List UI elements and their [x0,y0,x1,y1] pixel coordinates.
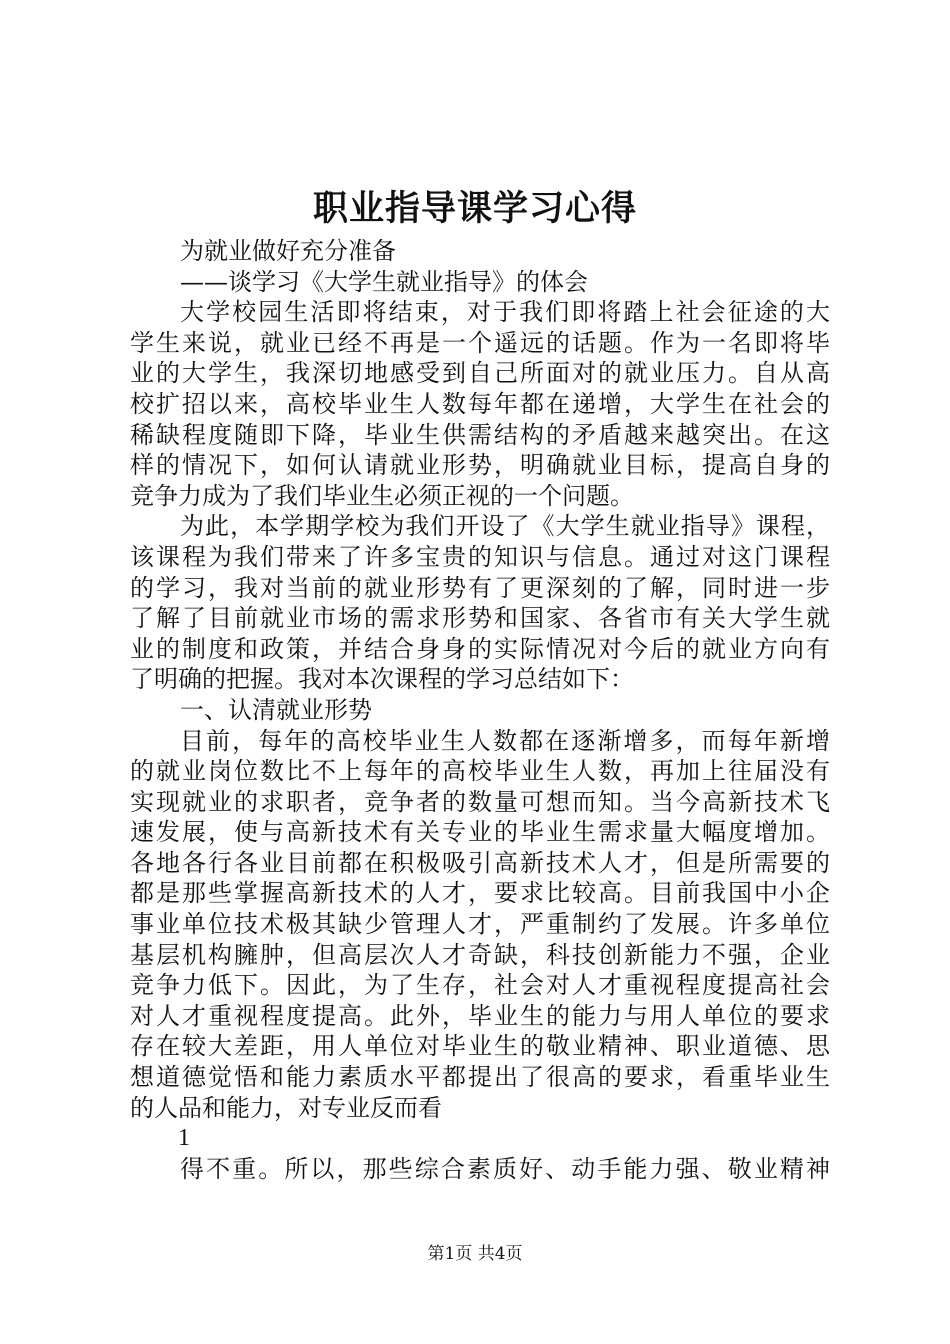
paragraph-line: 竞争力低下。因此，为了生存，社会对人才重视程度提高社会 [130,971,830,1000]
paragraph-line: 业的大学生，我深切地感受到自己所面对的就业压力。自从高 [130,359,830,388]
inline-page-number: 1 [178,1125,190,1152]
paragraph-line: 竞争力成为了我们毕业生必须正视的一个问题。 [130,481,634,510]
paragraph-line: 大学校园生活即将结束，对于我们即将踏上社会征途的大 [180,298,830,327]
paragraph-line: 存在较大差距，用人单位对毕业生的敬业精神、职业道德、思 [130,1032,830,1061]
paragraph-line: 该课程为我们带来了许多宝贵的知识与信息。通过对这门课程 [130,542,830,571]
paragraph-line: 想道德觉悟和能力素质水平都提出了很高的要求，看重毕业生 [130,1063,830,1092]
paragraph-line: 都是那些掌握高新技术的人才，要求比较高。目前我国中小企 [130,879,830,908]
paragraph-line: 了解了目前就业市场的需求形势和国家、各省市有关大学生就 [130,604,830,633]
paragraph-line: 的就业岗位数比不上每年的高校毕业生人数，再加上往届没有 [130,757,830,786]
subtitle-sub: ——谈学习《大学生就业指导》的体会 [180,267,588,296]
paragraph-line: 校扩招以来，高校毕业生人数每年都在递增，大学生在社会的 [130,389,830,418]
document-body [130,236,830,1184]
paragraph-line: 了明确的把握。我对本次课程的学习总结如下： [130,665,634,694]
paragraph-line: 各地各行各业目前都在积极吸引高新技术人才，但是所需要的 [130,848,830,877]
paragraph-line: 目前，每年的高校毕业生人数都在逐渐增多，而每年新增 [180,726,830,755]
paragraph-line: 基层机构臃肿，但高层次人才奇缺，科技创新能力不强，企业 [130,940,830,969]
paragraph-line: 学生来说，就业已经不再是一个遥远的话题。作为一名即将毕 [130,328,830,357]
paragraph-line: 事业单位技术极其缺少管理人才，严重制约了发展。许多单位 [130,910,830,939]
paragraph-line: 速发展，使与高新技术有关专业的毕业生需求量大幅度增加。 [130,818,830,847]
paragraph-line: 实现就业的求职者，竞争者的数量可想而知。当今高新技术飞 [130,787,830,816]
paragraph-line: 为此，本学期学校为我们开设了《大学生就业指导》课程， [180,512,830,541]
section-heading: 一、认清就业形势 [180,695,372,724]
paragraph-line: 的人品和能力，对专业反而看 [130,1093,442,1122]
page-footer: 第1页 共4页 [427,1244,523,1264]
paragraph-line: 对人才重视程度提高。此外，毕业生的能力与用人单位的要求 [130,1001,830,1030]
paragraph-line: 稀缺程度随即下降，毕业生供需结构的矛盾越来越突出。在这 [130,420,830,449]
document-title: 职业指导课学习心得 [312,188,637,229]
paragraph-line: 样的情况下，如何认请就业形势，明确就业目标，提高自身的 [130,451,830,480]
subtitle: 为就业做好充分准备 [180,237,396,265]
paragraph-line: 业的制度和政策，并结合身身的实际情况对今后的就业方向有 [130,634,830,663]
paragraph-line: 得不重。所以，那些综合素质好、动手能力强、敬业精神 [180,1154,830,1183]
paragraph-line: 的学习，我对当前的就业形势有了更深刻的了解，同时进一步 [130,573,830,602]
